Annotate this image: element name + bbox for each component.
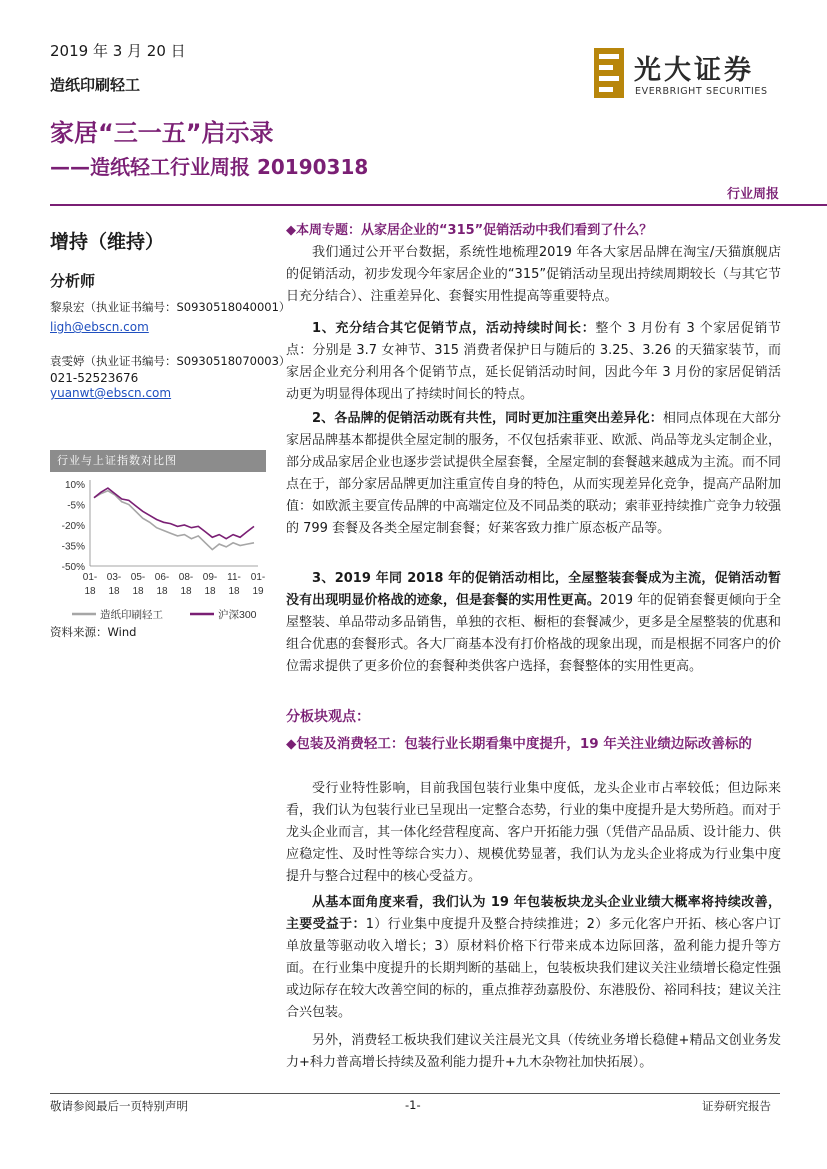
analyst-1-name: 黎泉宏（执业证书编号：S0930518040001） <box>50 300 291 314</box>
page-number: -1- <box>405 1098 421 1112</box>
everbright-logo-mark-icon <box>594 48 624 98</box>
x-tick-label: 11- <box>227 572 241 583</box>
y-tick-label: -5% <box>67 500 85 512</box>
paragraph-intro: 我们通过公开平台数据，系统性地梳理2019 年各大家居品牌在淘宝/天猫旗舰店的促销活动，初步发现今年家居企业的“315”促销活动呈现出持续周期较长（与其它节日充分结合）、注重差异化、套餐实用性提高等重要特点。 <box>286 245 781 304</box>
point-3-heading: 3、2019 年同 2018 年的促销活动相比，全屋整装套餐成为主流，促销活动暂没有出现明显价格战的迹象，但是套餐的实用性更高。 <box>286 571 781 608</box>
x-tick-label: 09- <box>202 572 218 583</box>
x-tick-label-year: 19 <box>252 586 264 597</box>
point-3-body: 2019 年的促销套餐更倾向于全屋整装、单品带动多品销售，单独的衣柜、橱柜的套餐减少，更多是全屋整装的优惠和组合优惠的套餐形式。各大厂商基本没有打价格战的现象出现，而是根据不同客户的价位需求提供了更多价位的套餐种类供客户选择，套餐整体的实用性更高。 <box>286 593 781 674</box>
x-tick-label-year: 18 <box>108 586 120 597</box>
x-tick-label-year: 18 <box>204 586 216 597</box>
y-tick-label: -35% <box>61 541 85 553</box>
y-tick-label: -50% <box>61 562 85 573</box>
x-tick-label-year: 18 <box>132 586 144 597</box>
industry-vs-index-chart <box>50 472 266 642</box>
legend-label-industry: 造纸印刷轻工 <box>100 609 163 621</box>
fundamentals-heading: 从基本面角度来看，我们认为 19 年包装板块龙头企业业绩大概率将持续改善，主要受益于： <box>286 895 781 932</box>
x-tick-label-year: 18 <box>180 586 192 597</box>
x-tick-label: 05- <box>130 572 146 583</box>
footer-disclaimer: 敬请参阅最后一页特别声明 <box>50 1099 188 1113</box>
y-tick-label: -20% <box>61 521 85 532</box>
paragraph-consumer-light-industry: 另外，消费轻工板块我们建议关注晨光文具（传统业务增长稳健+精品文创业务发力+科力普高增长持续及盈利能力提升+九木杂物社加快拓展）。 <box>286 1033 781 1070</box>
x-tick-label: 08- <box>178 572 194 583</box>
point-2-body: 相同点体现在大部分家居品牌基本都提供全屋定制的服务，不仅包括索菲亚、欧派、尚品等龙头定制企业，部分成品家居企业也逐步尝试提供全屋套餐，全屋定制的套餐越来越成为主流。而不同点在于，部分家居品牌更加注重宣传自身的特色，从而实现差异化竞争，提高产品附加值：如欧派主要宣传品牌的中高端定位及不同品类的联动；索菲亚持续推广竞争力较强的 799 套餐及各类全屋定制套餐；好莱客致力推广原态板产品等。 <box>286 411 781 536</box>
paragraph-point-1 <box>286 318 781 406</box>
analysts-heading: 分析师 <box>50 272 96 290</box>
analyst-1-email[interactable]: ligh@ebscn.com <box>50 320 149 334</box>
report-date: 2019 年 3 月 20 日 <box>50 42 186 60</box>
chart-source: 资料来源：Wind <box>50 625 137 639</box>
report-type-tag: 行业周报 <box>726 187 779 202</box>
paragraph-fundamentals <box>286 892 781 1024</box>
fundamentals-body: 1）行业集中度提升及整合持续推进；2）多元化客户开拓、核心客户订单放量等驱动收入增长；3）原材料价格下行带来成本边际回落，盈利能力提升等方面。在行业集中度提升的长期判断的基础上，包装板块我们建议关注业绩增长稳定性强或边际存在较大改善空间的标的，重点推荐劲嘉股份、东港股份、裕同科技；建议关注合兴包装。 <box>286 917 781 1020</box>
analyst-2-phone: 021-52523676 <box>50 371 139 385</box>
x-tick-label-year: 18 <box>156 586 168 597</box>
x-tick-label: 01- <box>82 572 98 583</box>
logo-english-name: EVERBRIGHT SECURITIES <box>635 86 768 97</box>
sector-label: 造纸印刷轻工 <box>50 76 141 94</box>
paragraph-point-3 <box>286 568 781 678</box>
x-tick-label: 06- <box>154 572 170 583</box>
analyst-2-name: 袁雯婷（执业证书编号：S0930518070003） <box>50 354 291 368</box>
paragraph-point-2 <box>286 408 781 540</box>
logo-chinese-name: 光大证券 <box>634 55 754 86</box>
analyst-2-email[interactable]: yuanwt@ebscn.com <box>50 386 172 400</box>
y-tick-label: 10% <box>64 480 85 491</box>
x-tick-label-year: 18 <box>84 586 96 597</box>
chart-header: 行业与上证指数对比图 <box>50 450 266 472</box>
report-title: 家居“三一五”启示录 <box>50 119 274 147</box>
point-1-heading: 1、充分结合其它促销节点，活动持续时间长： <box>312 321 596 336</box>
x-tick-label-year: 18 <box>228 586 240 597</box>
header-divider <box>50 204 827 206</box>
report-subtitle: ——造纸轻工行业周报 20190318 <box>50 155 369 179</box>
rating-label: 增持（维持） <box>50 231 165 253</box>
series-line-csi300 <box>94 488 254 539</box>
footer-report-label: 证券研究报告 <box>702 1099 771 1113</box>
everbright-logo <box>594 48 784 100</box>
legend-label-csi300: 沪深300 <box>218 609 257 621</box>
point-2-heading: 2、各品牌的促销活动既有共性，同时更加注重突出差异化： <box>312 411 663 426</box>
footer-divider <box>50 1093 780 1094</box>
x-tick-label: 01- <box>250 572 266 583</box>
packaging-section-heading: ◆包装及消费轻工：包装行业长期看集中度提升，19 年关注业绩边际改善标的 <box>286 736 752 752</box>
sector-views-heading: 分板块观点： <box>286 709 370 725</box>
point-1-body: 整个 3 月份有 3 个家居促销节点：分别是 3.7 女神节、315 消费者保护日与随后的 3.25、3.26 的天猫家装节，而家居企业充分利用各个促销节点，延长促销活动时间，因此今年 3 月份的家居促销活动更为明显得体现出了持续时间长的特点。 <box>286 321 781 402</box>
paragraph-packaging-industry: 受行业特性影响，目前我国包装行业集中度低，龙头企业市占率较低；但边际来看，我们认为包装行业已呈现出一定整合态势，行业的集中度提升是大势所趋。而对于龙头企业而言，其一体化经营程度高、客户开拓能力强（凭借产品品质、设计能力、供应稳定性、及时性等综合实力）、规模优势显著，我们认为龙头企业将成为行业集中度提升与整合过程中的核心受益方。 <box>286 781 781 884</box>
x-tick-label: 03- <box>106 572 122 583</box>
series-line-industry <box>94 491 254 550</box>
topic-heading: ◆本周专题：从家居企业的“315”促销活动中我们看到了什么？ <box>286 223 653 238</box>
